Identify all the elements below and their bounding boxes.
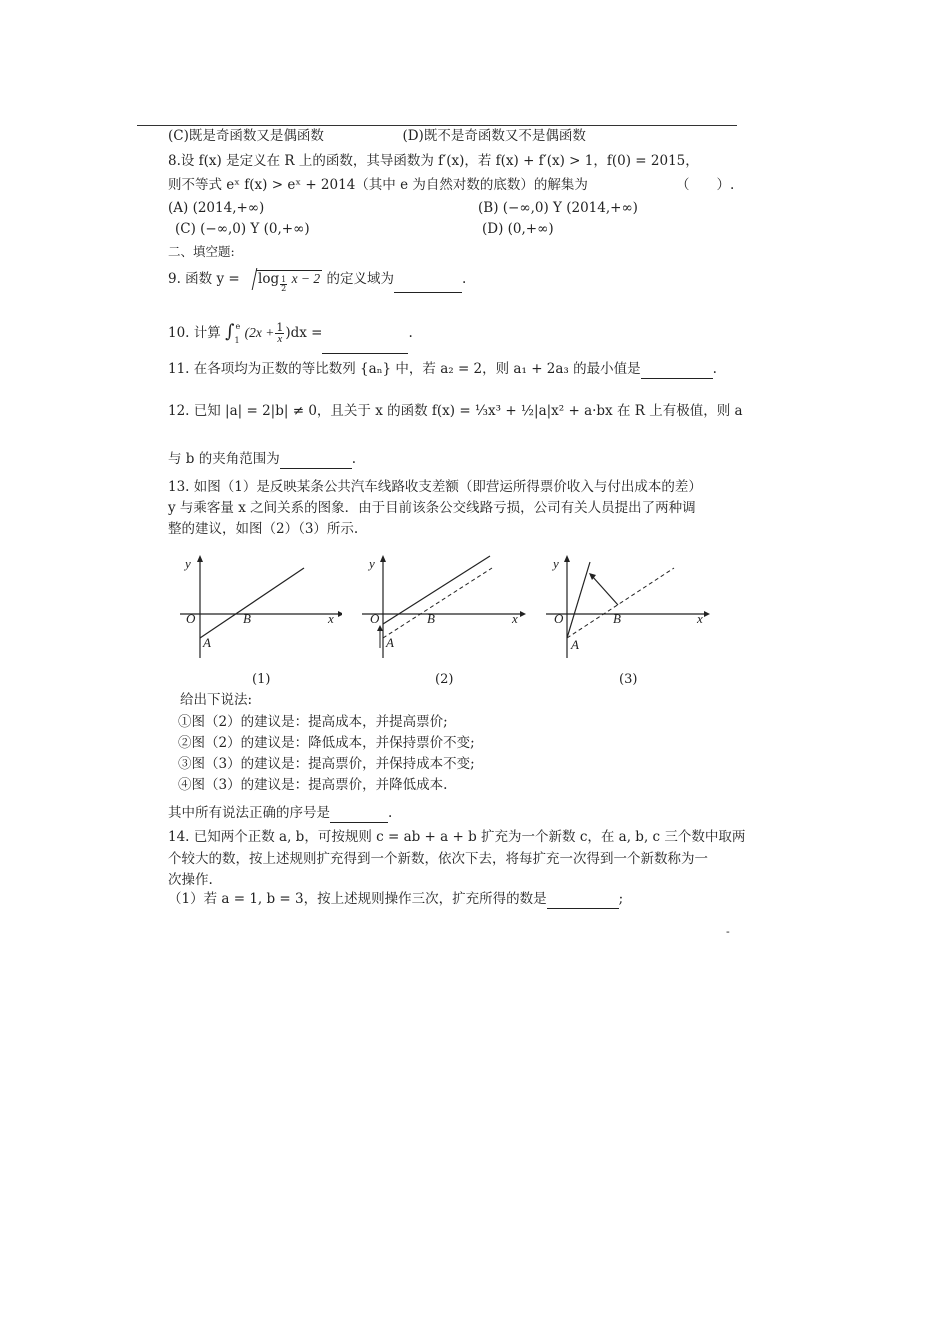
- q12-line2-text: 与 b 的夹角范围为: [168, 451, 280, 467]
- q9-prefix: 9. 函数 y =: [168, 271, 240, 287]
- q14-line1: 14. 已知两个正数 a, b，可按规则 c = ab + a + b 扩充为一个新数 c，在 a, b, c 三个数中取两: [168, 829, 746, 845]
- graph-3-new-line: [567, 562, 590, 638]
- q10-tail: )dx =: [285, 325, 323, 341]
- q13-line3: 整的建议，如图（2）（3）所示.: [168, 521, 359, 537]
- sqrt-symbol: log $\frac{1}{2}$ x − 2: [246, 266, 322, 293]
- q9-log: log: [258, 271, 280, 287]
- integral-lower: 1: [234, 336, 240, 345]
- graph-2-o-label: O: [370, 611, 380, 626]
- q11: [168, 359, 717, 379]
- q9-answer-blank[interactable]: [394, 278, 462, 293]
- q8-option-b: (B) (−∞,0) Y (2014,+∞): [478, 200, 638, 216]
- graph-1-a-label: A: [203, 635, 211, 650]
- graph-3-caption: (3): [619, 672, 638, 687]
- q8-answer-paren: （ ）.: [676, 177, 735, 193]
- q10-fraction: $\frac{1}{x}$: [276, 321, 284, 345]
- q12-answer-blank[interactable]: [280, 454, 352, 469]
- graph-1-x-label: x: [328, 611, 334, 626]
- q13-line2: y 与乘客量 x 之间关系的图象．由于目前该条公交线路亏损，公司有关人员提出了两种调: [168, 500, 696, 516]
- graph-3-x-label: x: [697, 611, 703, 626]
- q12-end: .: [351, 451, 357, 467]
- q8-stem-line1: 8.设 f(x) 是定义在 R 上的函数，其导函数为 f′(x)，若 f(x) + f′(x) > 1，f(0) = 2015，: [168, 153, 699, 169]
- q8-stem-line2: [168, 175, 735, 195]
- q13-line1: 13. 如图（1）是反映某条公共汽车线路收支差额（即营运所得票价收入与付出成本的差）: [168, 479, 702, 495]
- q13-intro: 给出下说法:: [180, 692, 253, 708]
- graph-3-y-arrow: [564, 555, 570, 562]
- q7-options: [168, 126, 586, 146]
- graph-1: [172, 554, 342, 664]
- q7-option-c: (C)既是奇函数又是偶函数: [168, 128, 324, 144]
- q9-radicand-tail: x − 2: [288, 271, 321, 286]
- q13-statement-1: ①图（2）的建议是：提高成本，并提高票价;: [178, 714, 448, 730]
- q10-integrand: (2x +: [244, 325, 275, 340]
- q14-line2: 个较大的数，按上述规则扩充得到一个新数，依次下去，将每扩充一次得到一个新数称为一: [168, 851, 708, 867]
- q10-answer-blank[interactable]: [322, 339, 408, 354]
- graph-1-caption: (1): [252, 672, 271, 687]
- graph-2-x-label: x: [512, 611, 518, 626]
- graph-1-y-label: y: [185, 556, 191, 571]
- q11-end: .: [712, 361, 717, 377]
- graph-1-b-label: B: [243, 611, 251, 626]
- graph-3-y-label: y: [553, 556, 559, 571]
- q8-stem-text: 则不等式 eˣ f(x) > eˣ + 2014（其中 e 为自然对数的底数）的解集为: [168, 177, 588, 193]
- q14-answer-blank[interactable]: [547, 894, 619, 909]
- q13-answer-blank[interactable]: [330, 808, 388, 823]
- graph-2-x-arrow: [520, 611, 526, 617]
- graph-2-old-line: [383, 568, 492, 638]
- q9-suffix: 的定义域为: [326, 271, 394, 287]
- q14-line3: 次操作.: [168, 872, 213, 888]
- graph-2: [356, 554, 528, 664]
- integral-upper: e: [235, 322, 241, 331]
- graph-3-a-label: A: [571, 637, 579, 652]
- section-heading: 二、填空题:: [168, 244, 235, 259]
- q10-end: .: [408, 325, 413, 341]
- q13-statement-2: ②图（2）的建议是：降低成本，并保持票价不变;: [178, 735, 475, 751]
- graph-1-line: [200, 568, 304, 638]
- graph-3-x-arrow: [704, 611, 710, 617]
- q11-text: 11. 在各项均为正数的等比数列 {aₙ} 中，若 a₂ = 2，则 a₁ + 2a₃ 的最小值是: [168, 361, 641, 377]
- q9: [168, 266, 466, 293]
- q13-answer: [168, 803, 392, 823]
- q8-option-c: (C) (−∞,0) Y (0,+∞): [175, 221, 310, 237]
- q14-end: ;: [618, 891, 624, 907]
- q13-answer-prompt: 其中所有说法正确的序号是: [168, 805, 330, 821]
- q12-line2: [168, 449, 356, 469]
- q13-statement-4: ④图（3）的建议是：提高票价，并降低成本.: [178, 777, 448, 793]
- q14-part1: [168, 889, 623, 909]
- page-mark: -: [726, 925, 730, 938]
- q11-answer-blank[interactable]: [641, 364, 713, 379]
- graph-2-caption: (2): [435, 672, 454, 687]
- integral-sign: ∫: [225, 321, 235, 342]
- graph-3-rotate-arrow: [592, 576, 618, 605]
- q7-option-d: (D)既不是奇函数又不是偶函数: [402, 128, 586, 144]
- graph-3-old-line: [567, 568, 674, 638]
- q8-option-a: (A) (2014,+∞): [168, 200, 265, 216]
- graph-3-b-label: B: [613, 611, 621, 626]
- graph-1-x-arrow: [338, 611, 342, 617]
- graph-2-y-arrow: [380, 555, 386, 562]
- q12-line1: 12. 已知 |a| = 2|b| ≠ 0，且关于 x 的函数 f(x) = ⅓x³ + ½|a|x² + a·bx 在 R 上有极值，则 a: [168, 403, 743, 419]
- graph-3-o-label: O: [554, 611, 564, 626]
- q13-statement-3: ③图（3）的建议是：提高票价，并保持成本不变;: [178, 756, 475, 772]
- q13-end: .: [388, 805, 393, 821]
- graph-1-y-arrow: [197, 555, 203, 562]
- graph-3: [540, 554, 712, 664]
- q10-prefix: 10. 计算: [168, 325, 221, 341]
- q14-part1-text: （1）若 a = 1, b = 3，按上述规则操作三次，扩充所得的数是: [168, 891, 547, 907]
- q10: [168, 314, 413, 354]
- graph-2-b-label: B: [427, 611, 435, 626]
- graph-2-a-label: A: [386, 635, 394, 650]
- graph-1-o-label: O: [186, 611, 196, 626]
- graph-2-y-label: y: [369, 556, 375, 571]
- q8-option-d: (D) (0,+∞): [482, 221, 554, 237]
- q9-end: .: [461, 271, 467, 287]
